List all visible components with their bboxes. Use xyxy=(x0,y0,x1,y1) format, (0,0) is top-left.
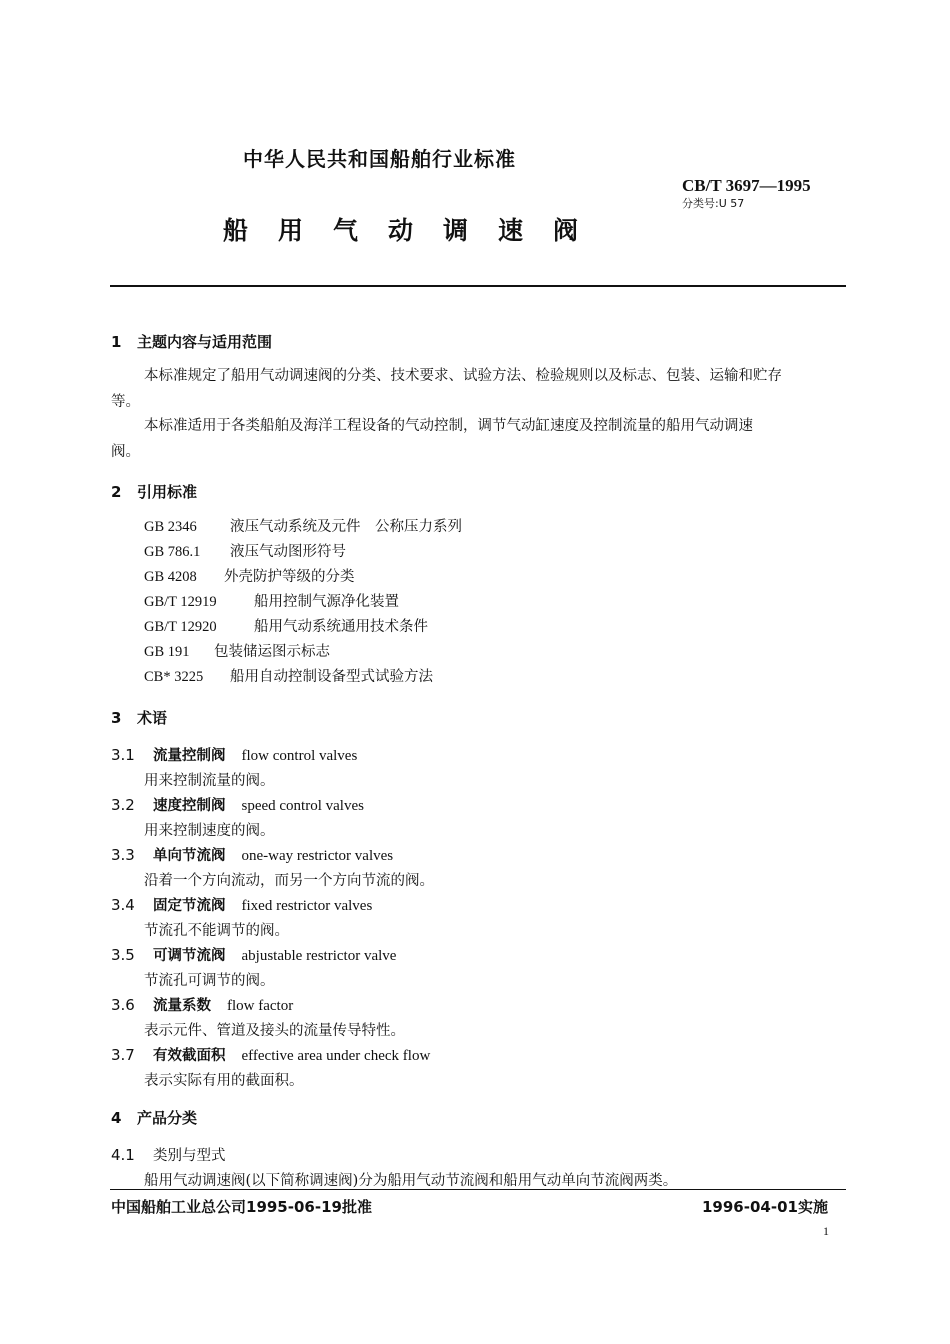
term-chinese: 可调节流阀 xyxy=(153,947,226,964)
term-definition: 节流孔不能调节的阀。 xyxy=(144,923,289,939)
term-chinese: 有效截面积 xyxy=(153,1047,226,1064)
subsection-heading xyxy=(111,1144,226,1165)
reference-code: CB* 3225 xyxy=(144,669,204,685)
term-english: effective area under check flow xyxy=(241,1048,431,1064)
section-number: 4 xyxy=(111,1109,122,1127)
term-definition: 节流孔可调节的阀。 xyxy=(144,973,275,989)
header-divider xyxy=(110,285,846,287)
classification-number: 分类号:U 57 xyxy=(682,197,745,210)
reference-item xyxy=(144,540,462,565)
term-english: flow control valves xyxy=(241,748,358,764)
term-english: fixed restrictor valves xyxy=(241,898,373,914)
term-entry xyxy=(111,794,364,815)
reference-title: 船用控制气源净化装置 xyxy=(254,594,399,610)
section-number: 1 xyxy=(111,333,122,351)
term-entry xyxy=(111,844,393,865)
section-number: 2 xyxy=(111,483,122,501)
subsection-title: 类别与型式 xyxy=(153,1148,226,1164)
reference-title: 外壳防护等级的分类 xyxy=(224,569,355,585)
section-1-para-1-line-1: 本标准规定了船用气动调速阀的分类、技术要求、试验方法、检验规则以及标志、包装、运输和贮存 xyxy=(144,368,782,384)
term-chinese: 流量系数 xyxy=(153,997,211,1014)
term-english: one-way restrictor valves xyxy=(241,848,394,864)
term-number: 3.6 xyxy=(111,996,135,1014)
approval-line: 中国船舶工业总公司1995-06-19批准 xyxy=(111,1198,372,1216)
section-3-heading xyxy=(111,707,167,728)
section-title: 产品分类 xyxy=(137,1109,198,1127)
term-definition: 沿着一个方向流动，而另一个方向节流的阀。 xyxy=(144,873,434,889)
term-chinese: 流量控制阀 xyxy=(153,747,226,764)
section-title: 主题内容与适用范围 xyxy=(137,333,273,351)
term-entry xyxy=(111,1044,430,1065)
term-chinese: 固定节流阀 xyxy=(153,897,226,914)
reference-item xyxy=(144,590,462,615)
section-number: 3 xyxy=(111,709,122,727)
term-chinese: 速度控制阀 xyxy=(153,797,226,814)
term-chinese: 单向节流阀 xyxy=(153,847,226,864)
reference-title: 液压气动图形符号 xyxy=(230,544,346,560)
reference-code: GB 191 xyxy=(144,644,190,660)
reference-title: 液压气动系统及元件 公称压力系列 xyxy=(230,519,462,535)
reference-item xyxy=(144,565,462,590)
reference-code: GB 786.1 xyxy=(144,544,201,560)
footer-divider xyxy=(110,1189,846,1190)
section-title: 引用标准 xyxy=(137,483,198,501)
term-entry xyxy=(111,744,357,765)
term-definition: 表示实际有用的截面积。 xyxy=(144,1073,304,1089)
term-number: 3.2 xyxy=(111,796,135,814)
term-english: flow factor xyxy=(227,998,294,1014)
standard-code: CB/T 3697—1995 xyxy=(682,176,811,195)
section-title: 术语 xyxy=(137,709,168,727)
reference-code: GB 4208 xyxy=(144,569,197,585)
term-number: 3.7 xyxy=(111,1046,135,1064)
page-number: 1 xyxy=(823,1224,829,1238)
reference-item xyxy=(144,615,462,640)
section-1-para-2-line-2: 阀。 xyxy=(111,444,140,460)
term-number: 3.5 xyxy=(111,946,135,964)
reference-item xyxy=(144,665,462,690)
section-2-heading xyxy=(111,481,197,502)
reference-code: GB/T 12920 xyxy=(144,619,217,635)
reference-title: 包装储运图示标志 xyxy=(214,644,330,660)
term-number: 3.1 xyxy=(111,746,135,764)
reference-item xyxy=(144,515,462,540)
subsection-text: 船用气动调速阀(以下简称调速阀)分为船用气动节流阀和船用气动单向节流阀两类。 xyxy=(144,1173,678,1189)
reference-code: GB/T 12919 xyxy=(144,594,217,610)
term-number: 3.4 xyxy=(111,896,135,914)
reference-code: GB 2346 xyxy=(144,519,197,535)
term-entry xyxy=(111,894,372,915)
reference-item xyxy=(144,640,462,665)
term-english: abjustable restrictor valve xyxy=(241,948,397,964)
term-english: speed control valves xyxy=(241,798,364,814)
document-title: 船用气动调速阀 xyxy=(223,216,609,245)
effective-date: 1996-04-01实施 xyxy=(702,1198,828,1216)
subsection-number: 4.1 xyxy=(111,1146,135,1164)
term-definition: 用来控制流量的阀。 xyxy=(144,773,275,789)
reference-list xyxy=(144,515,462,690)
reference-title: 船用气动系统通用技术条件 xyxy=(254,619,428,635)
term-number: 3.3 xyxy=(111,846,135,864)
section-1-para-2-line-1: 本标准适用于各类船舶及海洋工程设备的气动控制，调节气动缸速度及控制流量的船用气动调速 xyxy=(144,418,753,434)
section-4-heading xyxy=(111,1107,197,1128)
term-definition: 表示元件、管道及接头的流量传导特性。 xyxy=(144,1023,405,1039)
term-definition: 用来控制速度的阀。 xyxy=(144,823,275,839)
reference-title: 船用自动控制设备型式试验方法 xyxy=(230,669,433,685)
org-title: 中华人民共和国船舶行业标准 xyxy=(243,147,516,171)
section-1-heading xyxy=(111,331,272,352)
term-entry xyxy=(111,944,396,965)
section-1-para-1-line-2: 等。 xyxy=(111,394,140,410)
term-entry xyxy=(111,994,293,1015)
